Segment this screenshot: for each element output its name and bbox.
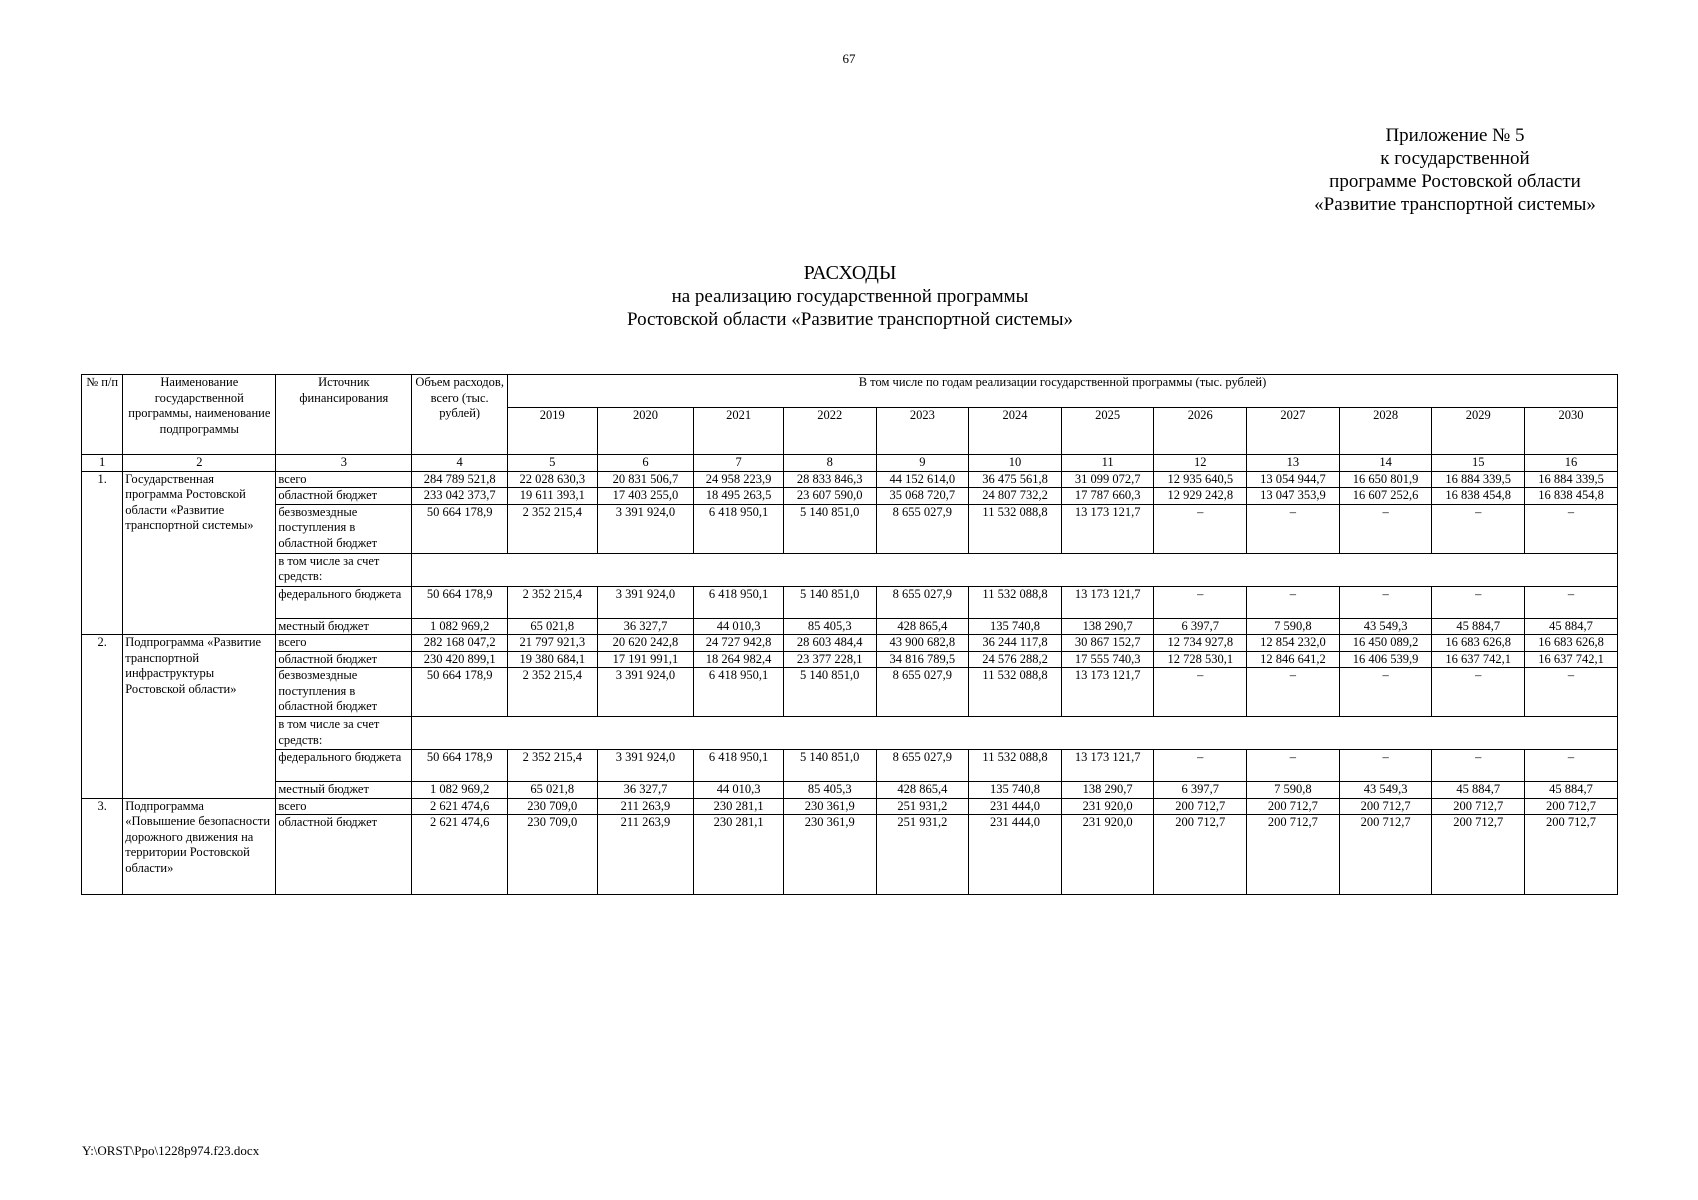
funding-source: местный бюджет <box>276 782 412 799</box>
year-value: 2 352 215,4 <box>507 504 597 553</box>
year-value: 85 405,3 <box>783 782 876 799</box>
row-number: 3. <box>82 798 123 895</box>
header-year: 2027 <box>1247 408 1340 455</box>
funding-source: всего <box>276 798 412 815</box>
year-value: 12 728 530,1 <box>1154 651 1247 668</box>
year-value: 8 655 027,9 <box>876 668 969 717</box>
year-value: 16 838 454,8 <box>1432 488 1525 505</box>
year-value: – <box>1525 750 1618 782</box>
funding-source: федерального бюджета <box>276 750 412 782</box>
header-total: Объем расходов, всего (тыс. рублей) <box>412 375 508 455</box>
appendix-note <box>1300 124 1610 216</box>
year-value: 6 397,7 <box>1154 782 1247 799</box>
file-path-footer: Y:\ORST\Ppo\1228p974.f23.docx <box>82 1143 260 1158</box>
year-value: 211 263,9 <box>597 815 694 895</box>
column-number: 8 <box>783 455 876 472</box>
year-value: 200 712,7 <box>1154 815 1247 895</box>
year-value: 6 418 950,1 <box>694 586 784 618</box>
year-value: 200 712,7 <box>1432 798 1525 815</box>
year-value: 19 380 684,1 <box>507 651 597 668</box>
year-value: 6 397,7 <box>1154 618 1247 635</box>
funding-source: в том числе за счет средств: <box>276 717 412 750</box>
program-name: Подпрограмма «Развитие транспортной инфраструктуры Ростовской области» <box>123 635 276 799</box>
funding-source: безвозмездные поступления в областной бюджет <box>276 504 412 553</box>
year-value: 45 884,7 <box>1432 782 1525 799</box>
year-value: – <box>1154 750 1247 782</box>
year-value: 17 403 255,0 <box>597 488 694 505</box>
year-value: – <box>1247 586 1340 618</box>
year-value: 45 884,7 <box>1525 618 1618 635</box>
header-year: 2020 <box>597 408 694 455</box>
year-value: – <box>1432 586 1525 618</box>
year-value: 3 391 924,0 <box>597 668 694 717</box>
header-year: 2024 <box>969 408 1062 455</box>
year-value: 7 590,8 <box>1247 782 1340 799</box>
total-value: 230 420 899,1 <box>412 651 508 668</box>
year-value: – <box>1525 504 1618 553</box>
table-row <box>82 717 1618 750</box>
year-value: 13 173 121,7 <box>1061 750 1154 782</box>
year-value: 44 152 614,0 <box>876 471 969 488</box>
table-row <box>82 471 1618 488</box>
year-value: – <box>1432 750 1525 782</box>
year-value: 230 281,1 <box>694 798 784 815</box>
year-value: 45 884,7 <box>1432 618 1525 635</box>
year-value: 36 244 117,8 <box>969 635 1062 652</box>
year-value: – <box>1339 668 1432 717</box>
header-year: 2026 <box>1154 408 1247 455</box>
year-value: 2 352 215,4 <box>507 750 597 782</box>
header-year: 2029 <box>1432 408 1525 455</box>
header-year: 2022 <box>783 408 876 455</box>
table-row <box>82 488 1618 505</box>
year-value: 43 900 682,8 <box>876 635 969 652</box>
heading-line-2: на реализацию государственной программы <box>671 286 1029 307</box>
table-row <box>82 651 1618 668</box>
year-value: 135 740,8 <box>969 618 1062 635</box>
year-value: 23 607 590,0 <box>783 488 876 505</box>
appendix-line-3: программе Ростовской области <box>1329 171 1581 192</box>
year-value: 24 807 732,2 <box>969 488 1062 505</box>
year-value: 20 831 506,7 <box>597 471 694 488</box>
table-row <box>82 586 1618 618</box>
document-heading <box>550 262 1150 331</box>
column-number: 14 <box>1339 455 1432 472</box>
year-value: – <box>1525 668 1618 717</box>
year-value: 230 281,1 <box>694 815 784 895</box>
year-value: 5 140 851,0 <box>783 750 876 782</box>
table-header <box>82 375 1618 472</box>
year-value: 6 418 950,1 <box>694 668 784 717</box>
year-value: 21 797 921,3 <box>507 635 597 652</box>
year-value: 16 637 742,1 <box>1432 651 1525 668</box>
header-years-group: В том числе по годам реализации государственной программы (тыс. рублей) <box>507 375 1617 408</box>
year-value: 138 290,7 <box>1061 782 1154 799</box>
year-value: – <box>1432 504 1525 553</box>
year-value: 24 727 942,8 <box>694 635 784 652</box>
year-value: 231 444,0 <box>969 815 1062 895</box>
year-value: 17 787 660,3 <box>1061 488 1154 505</box>
year-value: – <box>1247 504 1340 553</box>
year-value: – <box>1339 750 1432 782</box>
funding-source: местный бюджет <box>276 618 412 635</box>
funding-source: областной бюджет <box>276 815 412 895</box>
year-value: 16 450 089,2 <box>1339 635 1432 652</box>
year-value: 17 555 740,3 <box>1061 651 1154 668</box>
total-value: 1 082 969,2 <box>412 782 508 799</box>
column-number: 9 <box>876 455 969 472</box>
year-value: 5 140 851,0 <box>783 586 876 618</box>
year-value: 6 418 950,1 <box>694 750 784 782</box>
year-value: 2 352 215,4 <box>507 668 597 717</box>
column-number: 15 <box>1432 455 1525 472</box>
year-value: 16 650 801,9 <box>1339 471 1432 488</box>
column-number: 4 <box>412 455 508 472</box>
year-value: 16 884 339,5 <box>1525 471 1618 488</box>
year-value: 16 683 626,8 <box>1525 635 1618 652</box>
year-value: 44 010,3 <box>694 618 784 635</box>
year-value: 251 931,2 <box>876 815 969 895</box>
year-value: 5 140 851,0 <box>783 668 876 717</box>
year-value: 428 865,4 <box>876 782 969 799</box>
year-value: 138 290,7 <box>1061 618 1154 635</box>
funding-source: областной бюджет <box>276 651 412 668</box>
table-body <box>82 471 1618 895</box>
column-number: 12 <box>1154 455 1247 472</box>
year-value: 200 712,7 <box>1432 815 1525 895</box>
year-value: 43 549,3 <box>1339 618 1432 635</box>
funding-source: всего <box>276 471 412 488</box>
year-value: 8 655 027,9 <box>876 504 969 553</box>
year-value: 13 173 121,7 <box>1061 586 1154 618</box>
total-value: 233 042 373,7 <box>412 488 508 505</box>
funding-source: безвозмездные поступления в областной бюджет <box>276 668 412 717</box>
total-value: 284 789 521,8 <box>412 471 508 488</box>
year-value: 230 709,0 <box>507 798 597 815</box>
column-number: 1 <box>82 455 123 472</box>
column-number: 5 <box>507 455 597 472</box>
row-number: 1. <box>82 471 123 635</box>
page-number: 67 <box>842 51 856 66</box>
table-row <box>82 798 1618 815</box>
year-value: 231 920,0 <box>1061 798 1154 815</box>
year-value: 11 532 088,8 <box>969 668 1062 717</box>
empty-cell <box>412 553 1618 586</box>
year-value: 231 920,0 <box>1061 815 1154 895</box>
total-value: 50 664 178,9 <box>412 668 508 717</box>
column-number: 7 <box>694 455 784 472</box>
year-value: 251 931,2 <box>876 798 969 815</box>
year-value: 18 264 982,4 <box>694 651 784 668</box>
funding-source: всего <box>276 635 412 652</box>
table-row <box>82 553 1618 586</box>
year-value: – <box>1154 668 1247 717</box>
year-value: – <box>1339 504 1432 553</box>
year-value: 65 021,8 <box>507 782 597 799</box>
header-name: Наименование государственной программы, наименование подпрограммы <box>123 375 276 455</box>
year-value: 16 607 252,6 <box>1339 488 1432 505</box>
year-value: 13 173 121,7 <box>1061 668 1154 717</box>
year-value: 200 712,7 <box>1339 798 1432 815</box>
column-number: 6 <box>597 455 694 472</box>
header-year: 2023 <box>876 408 969 455</box>
year-value: 3 391 924,0 <box>597 504 694 553</box>
year-value: 30 867 152,7 <box>1061 635 1154 652</box>
year-value: 28 833 846,3 <box>783 471 876 488</box>
empty-cell <box>412 717 1618 750</box>
year-value: 135 740,8 <box>969 782 1062 799</box>
year-value: 85 405,3 <box>783 618 876 635</box>
year-value: – <box>1525 586 1618 618</box>
year-value: 8 655 027,9 <box>876 750 969 782</box>
program-name: Подпрограмма «Повышение безопасности дорожного движения на территории Ростовской области» <box>123 798 276 895</box>
year-value: 230 361,9 <box>783 815 876 895</box>
year-value: 28 603 484,4 <box>783 635 876 652</box>
year-value: 34 816 789,5 <box>876 651 969 668</box>
year-value: 35 068 720,7 <box>876 488 969 505</box>
funding-source: в том числе за счет средств: <box>276 553 412 586</box>
header-year: 2028 <box>1339 408 1432 455</box>
funding-source: областной бюджет <box>276 488 412 505</box>
year-value: 45 884,7 <box>1525 782 1618 799</box>
year-value: 16 884 339,5 <box>1432 471 1525 488</box>
year-value: 230 361,9 <box>783 798 876 815</box>
year-value: 12 854 232,0 <box>1247 635 1340 652</box>
year-value: 12 734 927,8 <box>1154 635 1247 652</box>
year-value: 16 406 539,9 <box>1339 651 1432 668</box>
header-year: 2030 <box>1525 408 1618 455</box>
year-value: 22 028 630,3 <box>507 471 597 488</box>
year-value: – <box>1247 750 1340 782</box>
year-value: – <box>1154 504 1247 553</box>
column-number: 3 <box>276 455 412 472</box>
year-value: 16 637 742,1 <box>1525 651 1618 668</box>
year-value: 36 327,7 <box>597 618 694 635</box>
table-row <box>82 635 1618 652</box>
year-value: 13 054 944,7 <box>1247 471 1340 488</box>
year-value: 13 047 353,9 <box>1247 488 1340 505</box>
year-value: 231 444,0 <box>969 798 1062 815</box>
total-value: 2 621 474,6 <box>412 798 508 815</box>
year-value: 24 576 288,2 <box>969 651 1062 668</box>
year-value: 200 712,7 <box>1525 798 1618 815</box>
header-source: Источник финансирования <box>276 375 412 455</box>
year-value: 230 709,0 <box>507 815 597 895</box>
column-number: 10 <box>969 455 1062 472</box>
appendix-line-1: Приложение № 5 <box>1385 125 1525 146</box>
appendix-line-2: к государственной <box>1380 148 1530 169</box>
header-num: № п/п <box>82 375 123 455</box>
year-value: 11 532 088,8 <box>969 750 1062 782</box>
year-value: 200 712,7 <box>1247 798 1340 815</box>
year-value: 200 712,7 <box>1247 815 1340 895</box>
year-value: 7 590,8 <box>1247 618 1340 635</box>
year-value: 200 712,7 <box>1525 815 1618 895</box>
year-value: 11 532 088,8 <box>969 504 1062 553</box>
year-value: 36 475 561,8 <box>969 471 1062 488</box>
year-value: 200 712,7 <box>1154 798 1247 815</box>
total-value: 2 621 474,6 <box>412 815 508 895</box>
table-row <box>82 504 1618 553</box>
table-row <box>82 782 1618 799</box>
year-value: 23 377 228,1 <box>783 651 876 668</box>
header-year: 2021 <box>694 408 784 455</box>
year-value: 65 021,8 <box>507 618 597 635</box>
year-value: 24 958 223,9 <box>694 471 784 488</box>
year-value: 16 838 454,8 <box>1525 488 1618 505</box>
year-value: – <box>1339 586 1432 618</box>
total-value: 50 664 178,9 <box>412 504 508 553</box>
year-value: 13 173 121,7 <box>1061 504 1154 553</box>
year-value: 5 140 851,0 <box>783 504 876 553</box>
year-value: 211 263,9 <box>597 798 694 815</box>
column-number: 11 <box>1061 455 1154 472</box>
column-number: 13 <box>1247 455 1340 472</box>
column-number: 16 <box>1525 455 1618 472</box>
appendix-line-4: «Развитие транспортной системы» <box>1314 194 1596 215</box>
year-value: 2 352 215,4 <box>507 586 597 618</box>
table-row <box>82 618 1618 635</box>
column-number-row <box>82 455 1618 472</box>
year-value: 18 495 263,5 <box>694 488 784 505</box>
year-value: 3 391 924,0 <box>597 586 694 618</box>
total-value: 50 664 178,9 <box>412 586 508 618</box>
expenses-table <box>81 374 1618 895</box>
year-value: 44 010,3 <box>694 782 784 799</box>
year-value: 43 549,3 <box>1339 782 1432 799</box>
year-value: 12 846 641,2 <box>1247 651 1340 668</box>
year-value: 12 929 242,8 <box>1154 488 1247 505</box>
table-row <box>82 750 1618 782</box>
program-name: Государственная программа Ростовской области «Развитие транспортной системы» <box>123 471 276 635</box>
year-value: – <box>1154 586 1247 618</box>
row-number: 2. <box>82 635 123 799</box>
year-value: 16 683 626,8 <box>1432 635 1525 652</box>
year-value: 200 712,7 <box>1339 815 1432 895</box>
total-value: 282 168 047,2 <box>412 635 508 652</box>
year-value: 31 099 072,7 <box>1061 471 1154 488</box>
year-value: 6 418 950,1 <box>694 504 784 553</box>
heading-line-3: Ростовской области «Развитие транспортной системы» <box>626 309 1074 330</box>
total-value: 1 082 969,2 <box>412 618 508 635</box>
year-value: 12 935 640,5 <box>1154 471 1247 488</box>
year-value: – <box>1432 668 1525 717</box>
heading-title: РАСХОДЫ <box>803 262 897 284</box>
total-value: 50 664 178,9 <box>412 750 508 782</box>
header-year: 2019 <box>507 408 597 455</box>
year-value: 19 611 393,1 <box>507 488 597 505</box>
header-year: 2025 <box>1061 408 1154 455</box>
year-value: 11 532 088,8 <box>969 586 1062 618</box>
year-value: 3 391 924,0 <box>597 750 694 782</box>
year-value: 36 327,7 <box>597 782 694 799</box>
year-value: 17 191 991,1 <box>597 651 694 668</box>
year-value: 20 620 242,8 <box>597 635 694 652</box>
year-value: – <box>1247 668 1340 717</box>
table-row <box>82 668 1618 717</box>
year-value: 8 655 027,9 <box>876 586 969 618</box>
year-value: 428 865,4 <box>876 618 969 635</box>
table-row <box>82 815 1618 895</box>
column-number: 2 <box>123 455 276 472</box>
funding-source: федерального бюджета <box>276 586 412 618</box>
